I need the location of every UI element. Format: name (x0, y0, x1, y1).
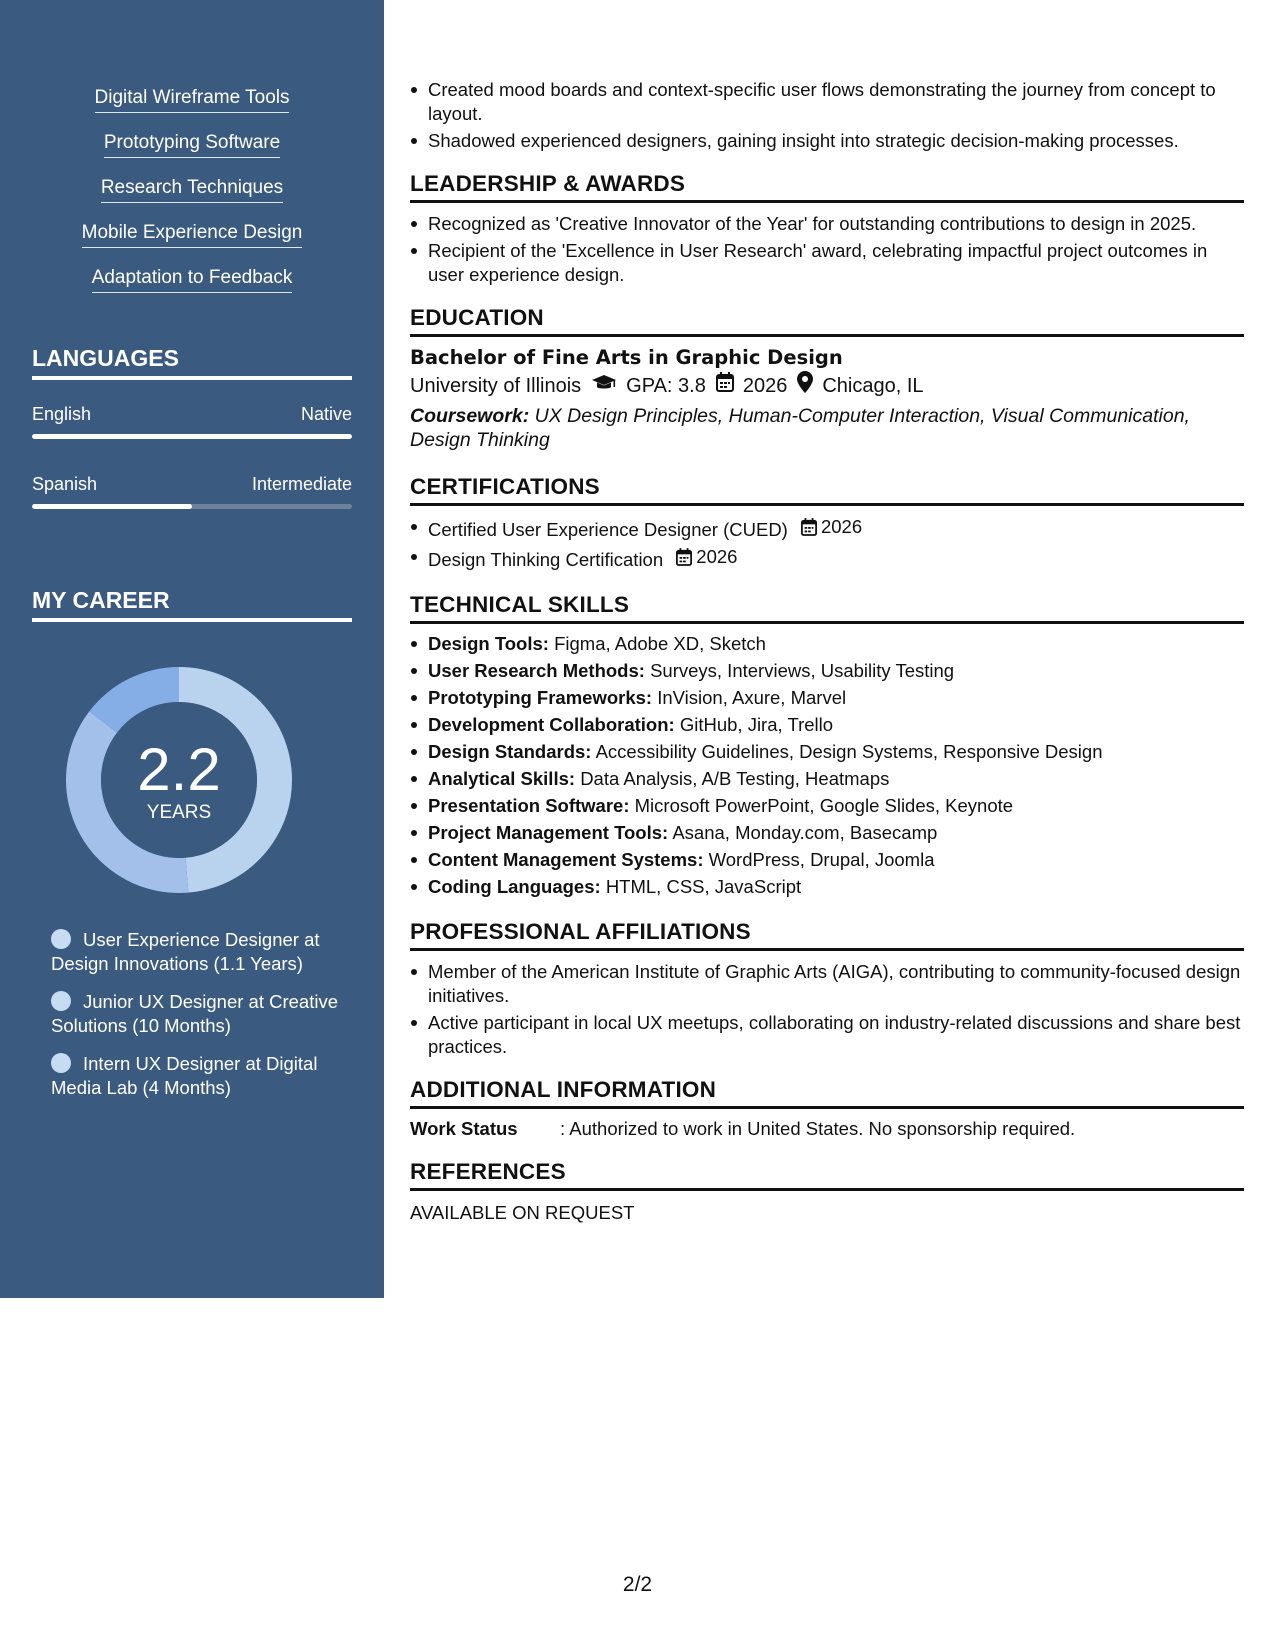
skill-category: Project Management Tools: (428, 822, 669, 843)
language-level: Native (300, 404, 352, 424)
skill-row (410, 686, 1244, 710)
skill-values: Data Analysis, A/B Testing, Heatmaps (580, 768, 890, 789)
skill-item (0, 266, 384, 311)
affiliations-heading: PROFESSIONAL AFFILIATIONS (410, 919, 1244, 951)
skill-row (410, 821, 1244, 845)
work-status-row (410, 1117, 1244, 1141)
language-bar-fill (32, 504, 192, 509)
experience-bullet: Created mood boards and context-specific user flows demonstrating the journey from concept to layout. (410, 78, 1244, 126)
skill-values: Asana, Monday.com, Basecamp (672, 822, 938, 843)
references-heading: REFERENCES (410, 1159, 1244, 1191)
skill-values: Figma, Adobe XD, Sketch (554, 633, 766, 654)
skill-item (0, 131, 384, 176)
skill-values: WordPress, Drupal, Joomla (708, 849, 935, 870)
language-row-spanish (32, 474, 352, 495)
work-status-value: : Authorized to work in United States. No sponsorship required. (560, 1118, 1076, 1139)
coursework (410, 404, 1244, 452)
experience-bullets (410, 78, 1244, 153)
skill-values: Microsoft PowerPoint, Google Slides, Keynote (634, 795, 1014, 816)
skill-values: GitHub, Jira, Trello (679, 714, 834, 735)
career-item-text: Junior UX Designer at Creative Solutions (10 Months) (51, 991, 338, 1036)
career-item (51, 928, 351, 976)
affiliation-item: Member of the American Institute of Graphic Arts (AIGA), contributing to community-focused design initiatives. (410, 960, 1244, 1008)
leadership-item: Recipient of the 'Excellence in User Research' award, celebrating impactful project outcomes in user experience design. (410, 239, 1244, 287)
bullet-dot-icon (51, 929, 71, 949)
career-item (51, 990, 351, 1038)
career-item (51, 1052, 351, 1100)
skill-item (0, 221, 384, 266)
skill-category: Design Tools: (428, 633, 549, 654)
location-pin-icon (797, 371, 813, 401)
certification-year: 2026 (820, 516, 863, 537)
graduation-cap-icon (591, 372, 617, 400)
skill-category: Design Standards: (428, 741, 592, 762)
certification-item (410, 545, 1244, 572)
skill-values: HTML, CSS, JavaScript (605, 876, 802, 897)
bullet-dot-icon (51, 1053, 71, 1073)
leadership-list (410, 212, 1244, 287)
skill-row (410, 794, 1244, 818)
skill-label: Digital Wireframe Tools (95, 86, 290, 113)
graduation-year: 2026 (742, 375, 788, 397)
skill-row (410, 875, 1244, 899)
main-content (410, 78, 1244, 1225)
skill-category: Analytical Skills: (428, 768, 576, 789)
language-bar-fill (32, 434, 352, 439)
calendar-icon (716, 372, 734, 400)
coursework-label: Coursework: (410, 405, 530, 427)
education-location: Chicago, IL (822, 375, 924, 397)
affiliations-list (410, 960, 1244, 1059)
leadership-item: Recognized as 'Creative Innovator of the Year' for outstanding contributions to design in 2025. (410, 212, 1244, 236)
school-name: University of Illinois (410, 375, 582, 397)
skill-label: Research Techniques (101, 176, 283, 203)
page-number: 2/2 (622, 1573, 653, 1596)
certification-date (676, 545, 737, 569)
skill-row (410, 659, 1244, 683)
education-meta (410, 371, 1244, 401)
skill-category: Presentation Software: (428, 795, 630, 816)
language-row-english (32, 404, 352, 425)
skills-list (0, 86, 384, 311)
experience-bullet: Shadowed experienced designers, gaining insight into strategic decision-making processes. (410, 129, 1244, 153)
skill-item (0, 176, 384, 221)
skill-label: Adaptation to Feedback (92, 266, 293, 293)
skill-row (410, 713, 1244, 737)
certification-item (410, 515, 1244, 542)
technical-skills-heading: TECHNICAL SKILLS (410, 592, 1244, 624)
education-heading: EDUCATION (410, 305, 1244, 337)
calendar-icon (801, 518, 817, 536)
certifications-heading: CERTIFICATIONS (410, 474, 1244, 506)
skill-values: Accessibility Guidelines, Design Systems, Responsive Design (595, 741, 1103, 762)
sidebar (0, 0, 384, 1298)
language-name: English (32, 404, 92, 424)
language-level: Intermediate (251, 474, 352, 494)
certification-year: 2026 (696, 546, 738, 567)
career-heading: MY CAREER (32, 587, 352, 622)
skill-category: Development Collaboration: (428, 714, 675, 735)
calendar-icon (676, 548, 692, 566)
gpa: GPA: 3.8 (626, 375, 706, 397)
certifications-list (410, 515, 1244, 572)
career-item-text: User Experience Designer at Design Innovations (1.1 Years) (51, 929, 320, 974)
references-text: AVAILABLE ON REQUEST (410, 1202, 635, 1223)
career-total-unit: YEARS (146, 802, 212, 823)
coursework-text: UX Design Principles, Human-Computer Interaction, Visual Communication, Design Thinking (410, 405, 1190, 451)
certification-name: Certified User Experience Designer (CUED) (428, 519, 788, 540)
language-bar-spanish (32, 504, 352, 509)
technical-skills-list (410, 632, 1244, 899)
leadership-heading: LEADERSHIP & AWARDS (410, 171, 1244, 203)
certification-date (801, 515, 862, 539)
additional-info-heading: ADDITIONAL INFORMATION (410, 1077, 1244, 1109)
affiliation-item: Active participant in local UX meetups, collaborating on industry-related discussions and share best practices. (410, 1011, 1244, 1059)
skill-row (410, 740, 1244, 764)
certification-name: Design Thinking Certification (428, 549, 664, 570)
skill-category: User Research Methods: (428, 660, 645, 681)
skill-category: Content Management Systems: (428, 849, 704, 870)
skill-row (410, 848, 1244, 872)
bullet-dot-icon (51, 991, 71, 1011)
degree-title: Bachelor of Fine Arts in Graphic Design (410, 346, 843, 369)
skill-label: Mobile Experience Design (82, 221, 303, 248)
language-name: Spanish (32, 474, 98, 494)
skill-category: Coding Languages: (428, 876, 601, 897)
language-bar-english (32, 434, 352, 439)
skill-label: Prototyping Software (104, 131, 280, 158)
languages-heading: LANGUAGES (32, 345, 352, 380)
career-total-years: 2.2 (137, 736, 221, 803)
education-entry (410, 345, 1244, 452)
career-item-text: Intern UX Designer at Digital Media Lab (4 Months) (51, 1053, 318, 1098)
skill-item (0, 86, 384, 131)
skill-values: InVision, Axure, Marvel (657, 687, 847, 708)
skill-row (410, 767, 1244, 791)
career-list (51, 928, 351, 1114)
work-status-label: Work Status (410, 1118, 518, 1139)
skill-category: Prototyping Frameworks: (428, 687, 653, 708)
skill-row (410, 632, 1244, 656)
skill-values: Surveys, Interviews, Usability Testing (650, 660, 955, 681)
